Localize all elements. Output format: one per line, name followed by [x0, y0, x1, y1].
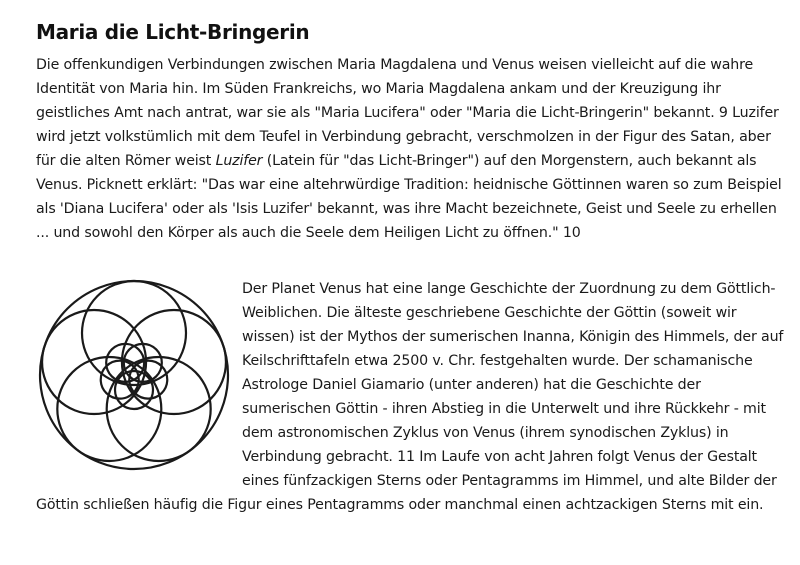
paragraph-1-part-2: (Latein für "das Licht-Bringer") auf den Morgenstern, auch bekannt als Venus. Picknett erklärt: "Das war eine altehrwürdige Tradition: heidnische Göttinnen waren so zum Beispiel als 'Diana Lucifera' oder als 'Isis Luzifer' bekannt, was ihre Macht bezeichnete, Geist und Seele zu erhellen ... und sowohl den Körper als auch die Seele dem Heiligen Licht zu öffnen." 10 — [36, 153, 782, 241]
venus-rose-figure — [36, 277, 232, 473]
paragraph-2-text: Der Planet Venus hat eine lange Geschichte der Zuordnung zu dem Göttlich-Weiblichen. Die älteste geschriebene Geschichte der Göttin (soweit wir wissen) ist der Mythos der sumerischen Inanna, Königin des Himmels, der auf Keilschrifttafeln etwa 2500 v. Chr. festgehalten wurde. Der schamanische Astrologe Daniel Giamario (unter anderen) hat die Geschichte der sumerischen Göttin - ihren Abstieg in die Unterwelt und ihre Rückkehr - mit dem astronomischen Zyklus von Venus (ihrem synodischen Zyklus) in Verbindung gebracht. 11 Im Laufe von acht Jahren folgt Venus der Gestalt eines fünfzackigen Sterns oder Pentagramms im Himmel, und alte Bilder der Göttin schließen häufig die Figur eines Pentagramms oder manchmal einen achtzackigen Sterns mit ein. — [36, 281, 784, 513]
paragraph-2-block — [36, 277, 788, 517]
venus-rose-pattern-icon — [36, 277, 232, 473]
paragraph-1-italic-term: Luzifer — [215, 153, 263, 169]
paragraph-1-part-1: Die offenkundigen Verbindungen zwischen Maria Magdalena und Venus weisen vielleicht auf die wahre Identität von Maria hin. Im Süden Frankreichs, wo Maria Magdalena ankam und der Kreuzigung ihr geistliches Amt nach antrat, war sie als "Maria Lucifera" oder "Maria die Licht-Bringerin" bekannt. 9 Luzifer wird jetzt volkstümlich mit dem Teufel in Verbindung gebracht, verschmolzen in der Figur des Satan, aber für die alten Römer weist — [36, 57, 779, 169]
article — [36, 18, 788, 517]
article-heading: Maria die Licht-Bringerin — [36, 20, 310, 44]
rose-large-petal — [82, 281, 186, 385]
paragraph-1 — [36, 53, 788, 245]
rose-small-petal — [115, 371, 153, 409]
